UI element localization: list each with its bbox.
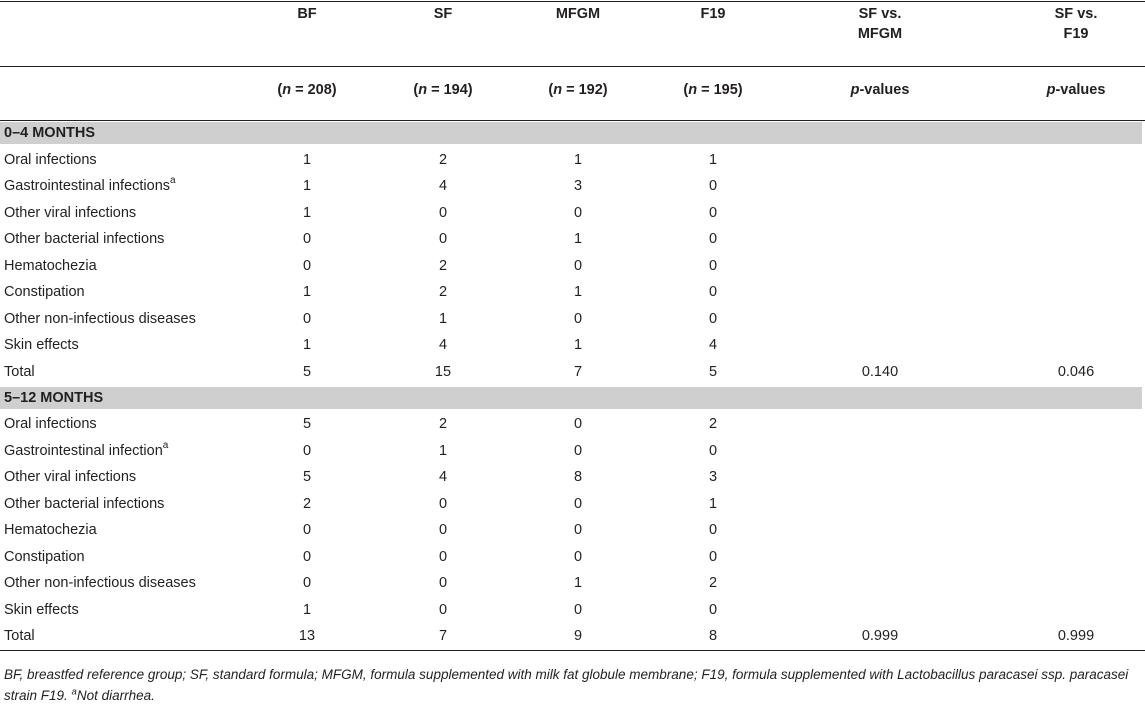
row-label — [4, 310, 196, 328]
table-row — [0, 306, 1145, 333]
section-title: 0–4 MONTHS — [4, 125, 96, 141]
table-row — [0, 173, 1145, 200]
footnote-marker: a — [162, 439, 169, 451]
cell-value: 1 — [302, 178, 312, 194]
column-header-title: SF vs. — [858, 6, 902, 22]
table-row — [0, 147, 1145, 174]
table-row — [0, 464, 1145, 491]
row-label-text: Hematochezia — [4, 257, 97, 274]
column-subheader-2: (n = 194) — [413, 82, 473, 98]
cell-value: 0 — [573, 601, 583, 618]
table-row — [0, 411, 1145, 438]
table-row — [0, 253, 1145, 280]
cell-value: 0 — [573, 442, 583, 459]
row-label — [4, 548, 85, 566]
cell-value: 5 — [302, 469, 312, 485]
row-label — [4, 495, 164, 513]
cell-value: 1 — [573, 575, 583, 591]
cell-value: 4 — [438, 178, 448, 194]
cell-value: 1 — [708, 151, 718, 168]
section-title: 5–12 MONTHS — [4, 389, 104, 406]
cell-value: 0 — [573, 416, 583, 432]
table-row — [0, 359, 1145, 386]
cell-value: 0 — [708, 310, 718, 327]
table-row — [0, 200, 1145, 227]
cell-value: 0 — [573, 257, 583, 274]
cell-value: 2 — [438, 151, 448, 168]
cell-value: 7 — [573, 363, 583, 380]
cell-value: 2 — [708, 575, 718, 591]
column-header-1 — [247, 4, 367, 24]
cell-value: 15 — [434, 363, 452, 380]
row-label-text: Total — [4, 628, 35, 644]
cell-value: 0 — [573, 548, 583, 565]
italic-symbol: n — [418, 82, 428, 98]
cell-value: 1 — [573, 284, 583, 300]
table-row — [0, 279, 1145, 306]
cell-value: 1 — [302, 204, 312, 221]
cell-value: 0 — [708, 442, 718, 459]
cell-value: 0 — [573, 310, 583, 327]
cell-value: 1 — [573, 337, 583, 353]
cell-value: 0 — [708, 204, 718, 221]
cell-value: 2 — [302, 495, 312, 512]
italic-symbol: p — [850, 82, 860, 98]
row-label — [4, 336, 79, 354]
section-header — [0, 122, 1142, 144]
column-header-5 — [820, 4, 940, 44]
cell-value: 3 — [573, 178, 583, 194]
cell-value: 1 — [438, 310, 448, 327]
column-header-title: BF — [297, 6, 317, 22]
row-label-text: Skin effects — [4, 601, 79, 618]
cell-value: 1 — [438, 442, 448, 459]
column-header-3 — [518, 4, 638, 24]
column-header-title: SF vs. — [1054, 6, 1098, 22]
table-row — [0, 226, 1145, 253]
column-header-4 — [653, 4, 773, 24]
row-label-text: Total — [4, 363, 35, 380]
p-value: 0.140 — [861, 363, 899, 380]
cell-value: 4 — [438, 469, 448, 485]
table-bottom-rule — [0, 650, 1145, 651]
cell-value: 13 — [298, 628, 316, 644]
section-header — [0, 387, 1142, 409]
cell-value: 2 — [438, 257, 448, 274]
cell-value: 1 — [302, 601, 312, 618]
row-label-text: Gastrointestinal infections — [4, 178, 171, 194]
footnote-marker: a — [71, 686, 77, 698]
table-row — [0, 623, 1145, 650]
table-row — [0, 570, 1145, 597]
column-subheader-4: (n = 195) — [683, 82, 743, 98]
header-bottom-rule — [0, 120, 1145, 121]
cell-value: 3 — [708, 469, 718, 485]
cell-value: 8 — [708, 628, 718, 644]
row-label-text: Other bacterial infections — [4, 495, 165, 512]
row-label — [4, 627, 35, 645]
column-subheader-6: p-values — [1046, 82, 1106, 98]
footnote-note: Not diarrhea. — [76, 688, 155, 703]
cell-value: 0 — [302, 575, 312, 591]
cell-value: 0 — [438, 231, 448, 247]
cell-value: 0 — [708, 231, 718, 247]
row-label-text: Hematochezia — [4, 522, 97, 538]
row-label-text: Other non-infectious diseases — [4, 310, 196, 327]
cell-value: 2 — [708, 416, 718, 432]
table-row — [0, 491, 1145, 518]
cell-value: 8 — [573, 469, 583, 485]
row-label — [4, 363, 35, 381]
row-label-text: Other viral infections — [4, 469, 137, 485]
cell-value: 7 — [438, 628, 448, 644]
row-label — [4, 415, 97, 433]
column-header-title: MFGM — [555, 6, 601, 22]
row-label — [4, 151, 97, 169]
column-header-2 — [383, 4, 503, 24]
cell-value: 0 — [302, 522, 312, 538]
row-label — [4, 574, 196, 592]
cell-value: 2 — [438, 284, 448, 300]
footnote-marker: a — [170, 175, 176, 187]
row-label — [4, 177, 176, 195]
table-row — [0, 332, 1145, 359]
column-header-6 — [1016, 4, 1136, 44]
column-header-subtitle: MFGM — [857, 26, 903, 42]
row-label-text: Constipation — [4, 548, 85, 565]
cell-value: 0 — [302, 442, 312, 459]
cell-value: 0 — [708, 601, 718, 618]
cell-value: 0 — [708, 522, 718, 538]
italic-symbol: n — [553, 82, 563, 98]
p-value: 0.999 — [1057, 628, 1095, 644]
row-label — [4, 601, 79, 619]
cell-value: 0 — [438, 548, 448, 565]
italic-symbol: p — [1046, 82, 1056, 98]
cell-value: 0 — [302, 231, 312, 247]
column-subheader-1: (n = 208) — [277, 82, 337, 98]
p-value: 0.046 — [1057, 363, 1095, 380]
row-label-text: Oral infections — [4, 151, 97, 168]
column-header-subtitle: F19 — [1063, 26, 1089, 42]
cell-value: 5 — [708, 363, 718, 380]
column-subheader-3: (n = 192) — [548, 82, 608, 98]
cell-value: 0 — [708, 257, 718, 274]
cell-value: 0 — [438, 601, 448, 618]
row-label — [4, 230, 164, 248]
table-row — [0, 517, 1145, 544]
row-label-text: Gastrointestinal infection — [4, 442, 163, 459]
cell-value: 0 — [573, 204, 583, 221]
row-label-text: Constipation — [4, 284, 85, 300]
cell-value: 0 — [302, 310, 312, 327]
cell-value: 0 — [302, 257, 312, 274]
cell-value: 0 — [573, 495, 583, 512]
cell-value: 5 — [302, 363, 312, 380]
row-label-text: Other non-infectious diseases — [4, 575, 196, 591]
row-label — [4, 468, 136, 486]
row-label-text: Other bacterial infections — [4, 231, 165, 247]
cell-value: 1 — [302, 151, 312, 168]
footnote-text: BF, breastfed reference group; SF, standard formula; MFGM, formula supplemented with milk fat globule membrane; F19, formula supplemented with Lactobacillus paracasei ssp. paracasei strain F19. — [4, 667, 1129, 703]
cell-value: 4 — [438, 337, 448, 353]
italic-symbol: n — [688, 82, 698, 98]
cell-value: 0 — [708, 284, 718, 300]
p-value: 0.999 — [861, 628, 899, 644]
row-label-text: Oral infections — [4, 416, 97, 432]
table-row — [0, 597, 1145, 624]
top-rule — [0, 1, 1145, 2]
row-label — [4, 204, 136, 222]
cell-value: 1 — [573, 231, 583, 247]
cell-value: 4 — [708, 337, 718, 353]
cell-value: 1 — [302, 337, 312, 353]
row-label — [4, 521, 97, 539]
table-footnote — [4, 664, 1139, 706]
cell-value: 0 — [438, 204, 448, 221]
column-subheader-5: p-values — [850, 82, 910, 98]
row-label-text: Skin effects — [4, 337, 79, 353]
cell-value: 1 — [573, 151, 583, 168]
cell-value: 0 — [708, 178, 718, 194]
table-row — [0, 544, 1145, 571]
row-label — [4, 257, 97, 275]
cell-value: 0 — [438, 575, 448, 591]
table-row — [0, 438, 1145, 465]
cell-value: 1 — [708, 495, 718, 512]
cell-value: 0 — [438, 495, 448, 512]
row-label — [4, 439, 169, 460]
cell-value: 1 — [302, 284, 312, 300]
italic-symbol: n — [282, 82, 292, 98]
cell-value: 0 — [438, 522, 448, 538]
column-header-title: SF — [433, 6, 453, 22]
header-rule — [0, 66, 1145, 67]
row-label-text: Other viral infections — [4, 204, 137, 221]
cell-value: 2 — [438, 416, 448, 432]
cell-value: 5 — [302, 416, 312, 432]
column-header-title: F19 — [700, 6, 726, 22]
row-label — [4, 283, 85, 301]
cell-value: 0 — [708, 548, 718, 565]
cell-value: 0 — [573, 522, 583, 538]
cell-value: 0 — [302, 548, 312, 565]
cell-value: 9 — [573, 628, 583, 644]
